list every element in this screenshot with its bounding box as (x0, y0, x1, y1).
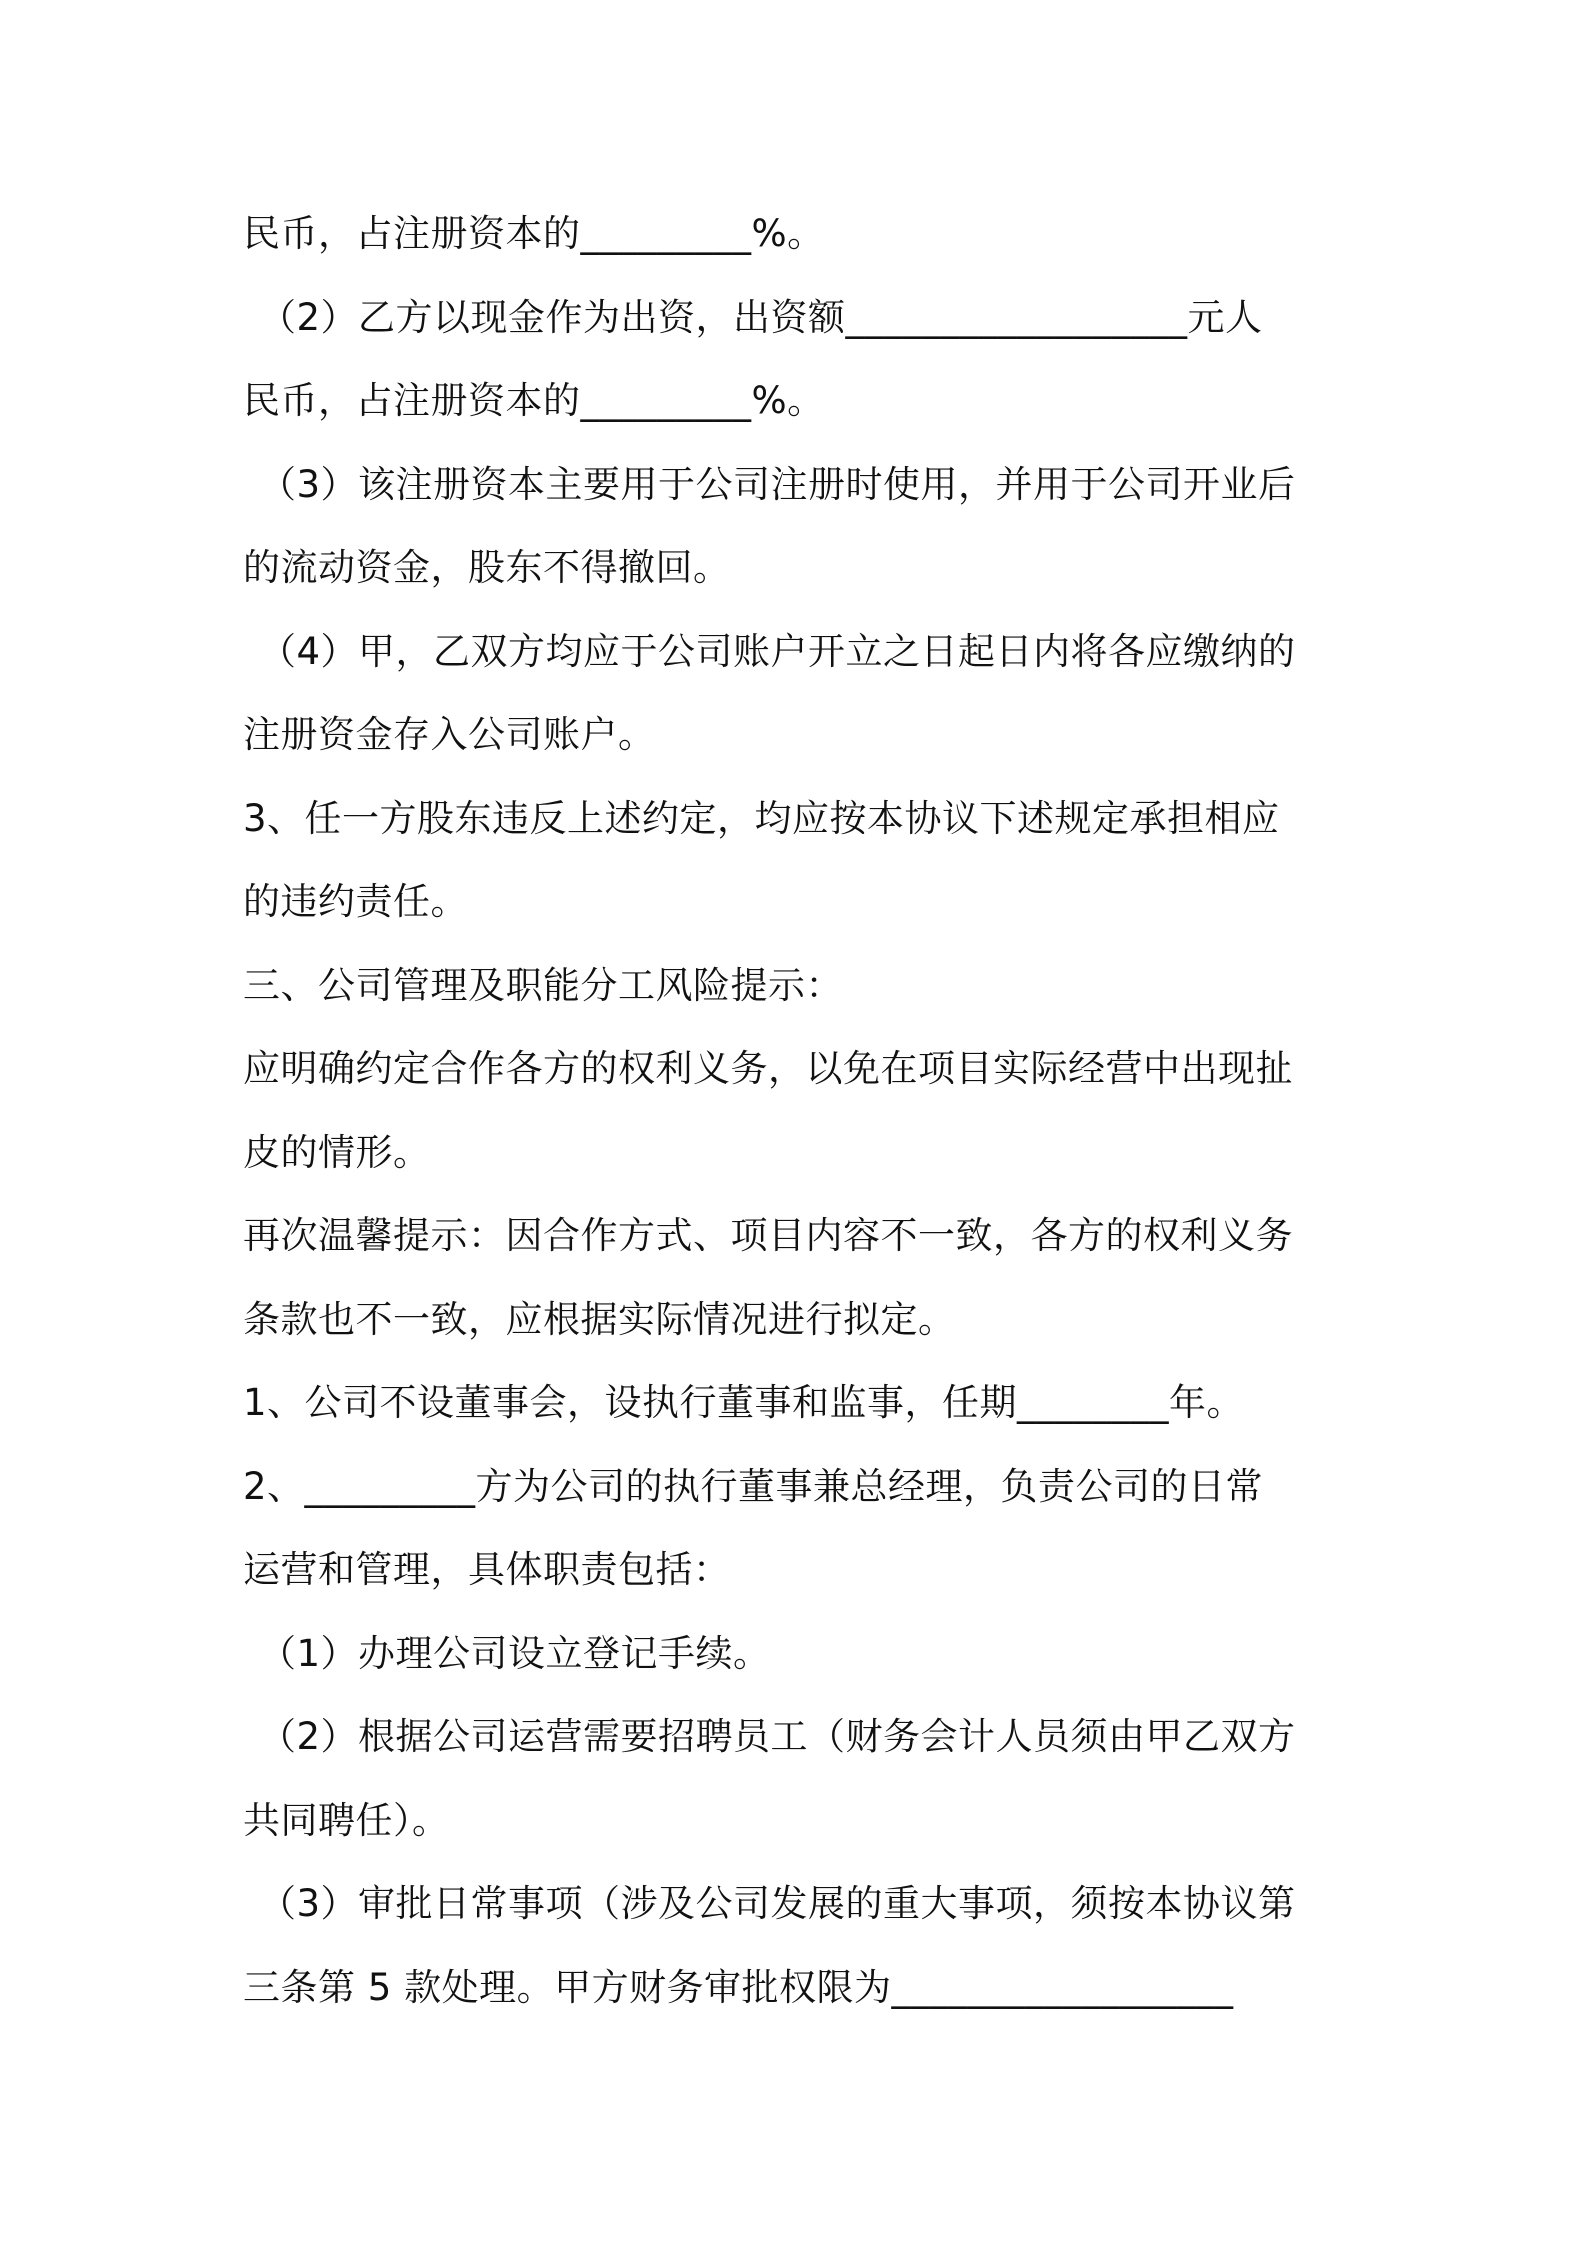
text-line: （3）审批日常事项（涉及公司发展的重大事项，须按本协议第 (259, 1882, 1296, 1925)
text-line: 皮的情形。 (243, 1130, 431, 1174)
text-line: （1）办理公司设立登记手续。 (259, 1631, 771, 1675)
text-line: 注册资金存入公司账户。 (243, 713, 656, 756)
text-line: 民币，占注册资本的_________%。 (243, 379, 825, 422)
text-line: 2、_________方为公司的执行董事兼总经理，负责公司的日常 (243, 1464, 1264, 1508)
text-line: （3）该注册资本主要用于公司注册时使用，并用于公司开业后 (259, 462, 1296, 506)
section-heading: 三、公司管理及职能分工风险提示： (243, 963, 843, 1007)
text-line: 三条第 5 款处理。甲方财务审批权限为__________________ (243, 1965, 1234, 2009)
text-line: 应明确约定合作各方的权利义务，以免在项目实际经营中出现扯 (243, 1047, 1293, 1090)
text-line: 1、公司不设董事会，设执行董事和监事，任期________年。 (243, 1381, 1245, 1424)
text-line: 的违约责任。 (243, 880, 468, 923)
text-line: 民币，占注册资本的_________%。 (243, 212, 825, 255)
document-body (243, 192, 1358, 2029)
text-line: （2）乙方以现金作为出资，出资额__________________元人 (259, 295, 1263, 339)
text-line: 条款也不一致，应根据实际情况进行拟定。 (243, 1297, 956, 1341)
text-line: 再次温馨提示：因合作方式、项目内容不一致，各方的权利义务 (243, 1214, 1293, 1257)
text-line: 共同聘任）。 (243, 1798, 450, 1842)
text-line: 运营和管理，具体职责包括： (243, 1548, 731, 1591)
text-line: （4）甲，乙双方均应于公司账户开立之日起日内将各应缴纳的 (259, 629, 1296, 673)
text-line: 3、任一方股东违反上述约定，均应按本协议下述规定承担相应 (243, 796, 1280, 840)
text-line: （2）根据公司运营需要招聘员工（财务会计人员须由甲乙双方 (259, 1715, 1296, 1758)
text-line: 的流动资金，股东不得撤回。 (243, 546, 731, 589)
